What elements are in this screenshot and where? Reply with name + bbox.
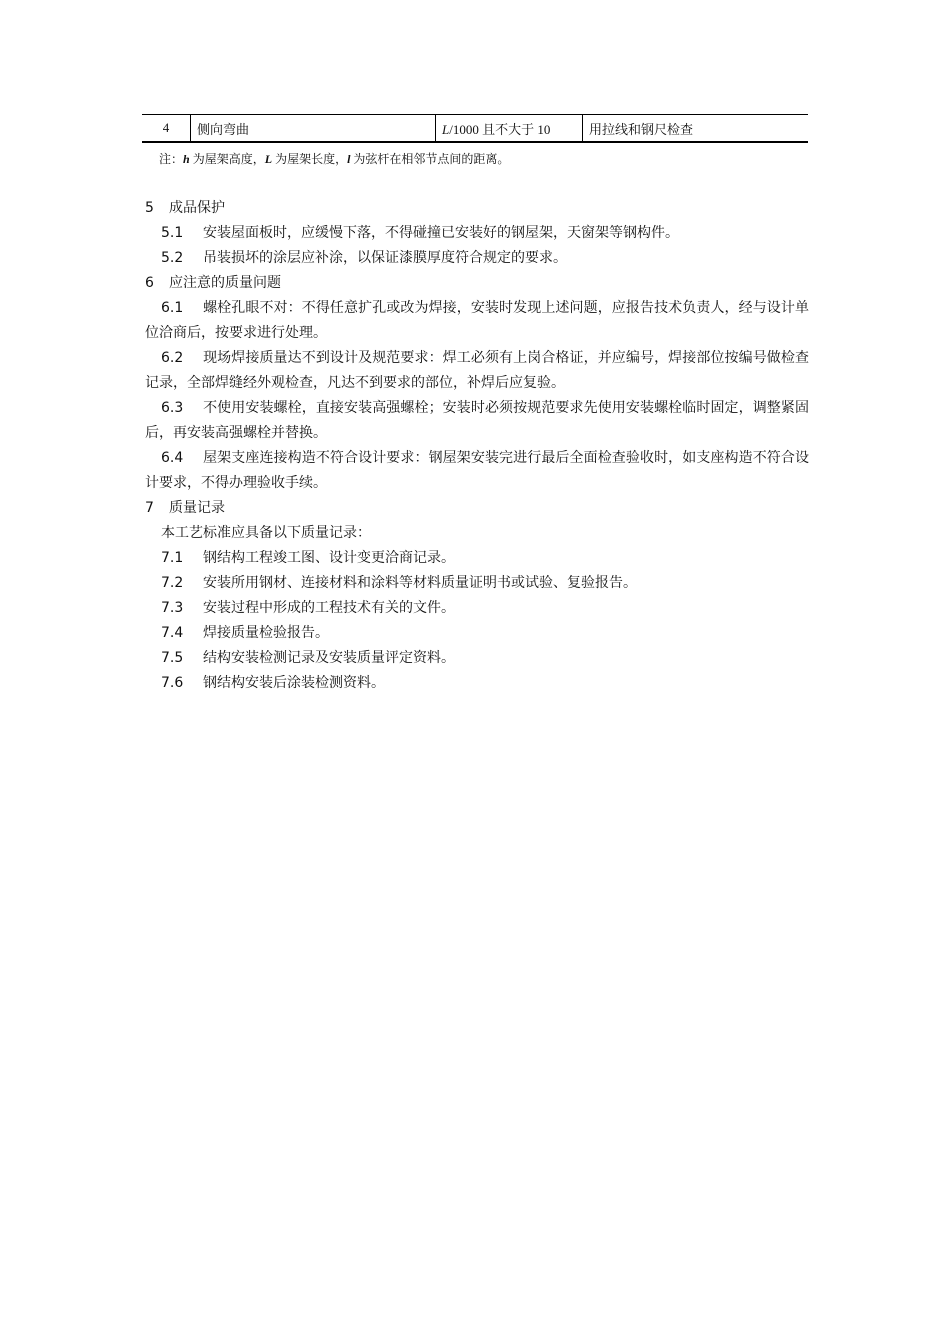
section-number: 5	[145, 200, 154, 216]
clause-7-2	[145, 571, 809, 596]
clause-text: 不使用安装螺栓，直接安装高强螺栓；安装时必须按规范要求先使用安装螺栓临时固定，调整紧固后，再安装高强螺栓并替换。	[145, 400, 809, 441]
table-note	[159, 150, 509, 167]
document-body	[145, 196, 809, 696]
clause-number: 6.3	[161, 400, 184, 416]
clause-text: 现场焊接质量达不到设计及规范要求：焊工必须有上岗合格证，并应编号，焊接部位按编号做检查记录，全部焊缝经外观检查，凡达不到要求的部位，补焊后应复验。	[145, 350, 809, 391]
note-prefix: 注：	[159, 152, 184, 166]
clause-text: 焊接质量检验报告。	[203, 625, 329, 641]
clause-text: 螺栓孔眼不对：不得任意扩孔或改为焊接，安装时发现上述问题，应报告技术负责人，经与设计单位洽商后，按要求进行处理。	[145, 300, 809, 341]
section-heading-7	[145, 496, 809, 521]
clause-number: 6.1	[161, 300, 184, 316]
note-var-L: L	[264, 152, 273, 166]
note-text-2: 为屋架长度，	[272, 152, 348, 166]
clause-7-5	[145, 646, 809, 671]
clause-text: 钢结构工程竣工图、设计变更洽商记录。	[203, 550, 455, 566]
clause-6-1	[145, 296, 809, 346]
clause-text: 安装屋面板时，应缓慢下落，不得碰撞已安装好的钢屋架，天窗架等钢构件。	[203, 225, 679, 241]
clause-text: 安装过程中形成的工程技术有关的文件。	[203, 600, 455, 616]
section-title: 成品保护	[169, 200, 225, 216]
clause-number: 7.4	[161, 625, 184, 641]
clause-text: 吊装损坏的涂层应补涂，以保证漆膜厚度符合规定的要求。	[203, 250, 567, 266]
clause-5-2	[145, 246, 809, 271]
row-allowed-deviation	[436, 115, 583, 143]
clause-5-1	[145, 221, 809, 246]
clause-number: 7.1	[161, 550, 184, 566]
row-number: 4	[162, 120, 170, 135]
clause-7-3	[145, 596, 809, 621]
note-var-l: l	[347, 152, 351, 166]
clause-number: 7.3	[161, 600, 184, 616]
section-number: 6	[145, 275, 154, 291]
section-heading-6	[145, 271, 809, 296]
section-7-intro: 本工艺标准应具备以下质量记录：	[161, 525, 371, 541]
deviation-variable: L	[442, 121, 450, 137]
row-inspection-method: 用拉线和钢尺检查	[583, 115, 809, 143]
table-row	[142, 115, 808, 143]
clause-number: 7.2	[161, 575, 184, 591]
clause-number: 5.2	[161, 250, 184, 266]
clause-number: 6.4	[161, 450, 184, 466]
clause-6-4	[145, 446, 809, 496]
clause-6-2	[145, 346, 809, 396]
section-title: 应注意的质量问题	[169, 275, 281, 291]
clause-7-1	[145, 546, 809, 571]
clause-7-6	[145, 671, 809, 696]
tolerance-table	[142, 114, 808, 143]
clause-text: 安装所用钢材、连接材料和涂料等材料质量证明书或试验、复验报告。	[203, 575, 637, 591]
clause-number: 7.6	[161, 675, 184, 691]
clause-text: 钢结构安装后涂装检测资料。	[203, 675, 385, 691]
section-heading-5	[145, 196, 809, 221]
deviation-rest: /1000 且不大于 10	[449, 121, 551, 137]
row-item: 侧向弯曲	[191, 115, 436, 143]
clause-text: 结构安装检测记录及安装质量评定资料。	[203, 650, 455, 666]
clause-7-4	[145, 621, 809, 646]
clause-number: 6.2	[161, 350, 184, 366]
note-var-h: h	[183, 152, 190, 166]
section-title: 质量记录	[169, 500, 225, 516]
note-text-1: 为屋架高度，	[189, 152, 265, 166]
section-number: 7	[145, 500, 154, 516]
clause-number: 7.5	[161, 650, 184, 666]
clause-number: 5.1	[161, 225, 184, 241]
clause-6-3	[145, 396, 809, 446]
clause-text: 屋架支座连接构造不符合设计要求：钢屋架安装完进行最后全面检查验收时，如支座构造不符合设计要求，不得办理验收手续。	[145, 450, 809, 491]
note-text-3: 为弦杆在相邻节点间的距离。	[350, 152, 510, 166]
